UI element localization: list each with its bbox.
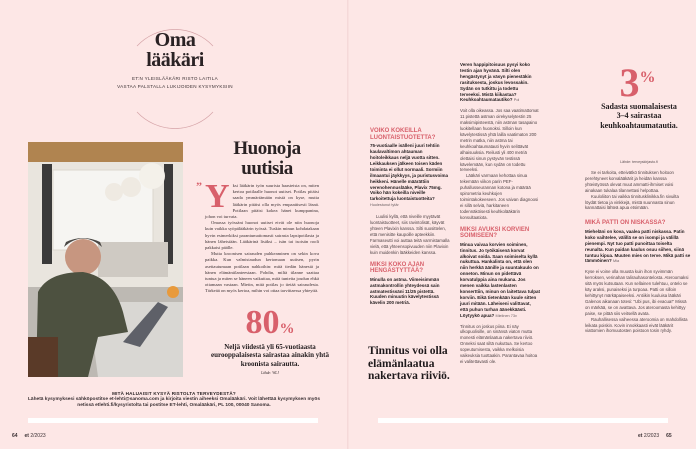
article-body [205,178,319,295]
column-b [460,62,540,365]
subtitle-line: VASTAA PALSTALLA LUKIJOIDEN KYSYMYKSIIN [117,83,233,89]
article-paragraph: ksi lääkärin työn suurista haasteista on, miten kertoa potilaalle huonot uutiset. Potilas pitäisi saada ymmärtämään mistä on kyse, mutta lääkärin pitäisi olla myös empaattisesti läsnä. Potilaan pitäisi kokea hänet kumppanina, johon voi turvata. [205,183,319,220]
question-text: Mieheläni on kova, vaalea patti niskassa. Patin koko vaihtelee, välillä se on isompi ja välillä pienempi. Nyt tuo patti punoittaa toiselta reunalta. Kun paidan kaulus osuu siihen, siinä tuntuu kipua. Muuten mies on terve. Mikä patti se tämmöinen? [585,228,691,264]
magazine-name: et [24,433,29,439]
question-heading: MIKSI KOKO AJAN HENGÄSTYTTÄÄ? [370,261,425,275]
signature: Mia [613,259,620,264]
section-title-line: Oma [154,29,196,51]
signature: Mielinen 73v [495,313,517,318]
reader-question [460,242,540,320]
stat-source: Lähde: terveyskirjasto.fi [620,160,658,164]
question-text: 75-vuotiaalle isälleni juuri tehtiin kaulavaltimon ahtauman hoitoleikkaus neljä vuotta sitten. Leikkauksen jälkeen toisen käden toiminta ei ollut normaali. Sormiin ilmaantui jäykkyys, ja puristusvoima heikkeni. Hänelle määrättiin verenohennuslääke, Plavix 75mg. Voiko hän kokeilla niveille tarkoitettuja luontaistuotteita? [370,143,449,202]
question-text: Minua vaivaa korvien soiminen, tinnitus. Jo työikäisenä korvat alkoivat soida. Saan soimiselta kyllä nukuttua. Hankalinta on, että olen niin herkkä äänille ja suuntakuulo on onneton. Minun on pidettävä korvatulppia aina mukana. Jos menen vaikka lastenlasten konserttiin, minun on laitettava tulpat korviin. Eikä tietenkään kuule sitten juuri mitään. Läheiseni valittavat, että puhun turhan äänekkäästi. Löytyykö apua? [460,241,541,318]
footer-bar [28,418,318,423]
section-title-line: lääkäri [146,49,204,71]
stat-80 [225,306,315,346]
answer-text: Rauhallisessa vaiheessa ateroomia on mahdollista leikata poiskin. Kovin innokkaasti eivät lääkärit viattomien ihomuutosten poistoon tosin ryhdy. [585,316,688,334]
answer-text: Tinnitus on joskus piina. Ei näy ulkopuolisille, on sinänsä viaton mutta monesti elämänlaatua nakertava riiviö. Onneksi saat siltä nukuttua. Se kertoo sopeutumisesta, vaikka melkoisia vaikeuksia tuottaakin. Parantavaa hoitoa ei valitettavasti ole. [460,323,538,364]
column-c [585,170,691,334]
banner-title: MITÄ HALUAISIT KYSYÄ RISTOLTA TERVEYDESTÄ? [112,391,236,396]
section-subtitle [95,75,255,90]
banner-text[interactable]: Lähetä kysymyksesi sähköpostitse et-lehti@sanoma.com ja kirjoita viestin aiheeksi Omalääkäri. Voit lähettää kysymyksen myös netissä etlehti.fi/kysyristolta tai postitse ET-lehti, Omalääkäri, PL 100, 00040 Sanoma. [28,397,321,409]
stat-unit: % [279,321,295,337]
answer-text: Se ei tarkoita, etteivätkö tinnituksen hoitoon perehtyneet korvalääkärit ja heidän kanssa yhteistyössä olevat muut ammatti-ihmiset voisi ainakaan tukalaa tilannettasi helpottaa. [585,170,674,193]
folio-left [12,433,46,439]
stat-value: 3 [619,60,640,105]
stat-3 [585,56,690,105]
question-text: Minulla on astma. Viimeisimmän astmakontrollin yhteydessä sain astmatestissäni 11/25 pistettä. Kuuden minuutin kävelytestissä kävelin 200 metriä. [370,276,440,306]
stat-text: Sadasta suomalaisesta 3–4 sairastaa keuhkoahtaumatautia. [600,102,678,130]
drop-cap: Y [205,178,230,215]
question-heading: MIKSI AVUKSI KORVIEN SOIMISEEN? [460,226,530,240]
page-gutter [347,0,349,449]
answer-text: Voit olla oikeassa. Jos saa vaatimattomat 11 pistettä astman oirekyselytestin 25 maksimipisteestä, niin astman tasapaino luokitellaan huonoksi. Silloin kun kävelytestissä yhtä lailla vaatimaton 200 metrin matka, niin astma tai keuhkoahtaumatauti hyvin selittävät alhaisuuksia. Reilusti yli 400 metriä olettaisi sinun pystyvän testissä kävelemään, kun sydän on todettu terveeksi. [460,108,539,173]
stat-unit: % [639,69,656,86]
section-title [115,30,235,70]
subtitle-line: ET:N YLEISLÄÄKÄRI RISTO LAITILA [132,76,218,81]
column-a [370,128,450,306]
signature: Pol [513,98,520,103]
magazine-name: et [638,433,643,439]
issue-number: 2/2023 [30,433,46,439]
issue-number: 2/2023 [643,433,660,439]
article-paragraph: Mutta kroonisen sairauden puhkeaminen on sekin kova paikka. Kun valmistaudun kertomaan uutisen, pyrin asettautumaan potilaan nahkoihin: mitä tiedän hänestä ja hänen elämäntilanteestaan. Pohdin, miltä tilanne saattaa tuntua ja miten se häneen vaikuttaa, mitä tunteita joudun ehkä ottamaan vastaan. Mietin, mitä potilas jo tietää sairaudesta. Tärkeää on myös kertoa, mihin voi ottaa tarvittaessa yhteyttä. [205,251,319,294]
signature: Huolestunut tytär [370,203,399,208]
answer-text: Kuuloliiton tai vaikka tinnitusklinikka.fin sivuilta löydät tietoa ja vinkkejä, mistä suunnasta sinun kannattaisi lähteä apua etsimään. [585,193,679,211]
pull-quote: Tinnitus voi olla elämänlaatua nakertava riiviö. [368,345,450,382]
reader-question [585,229,691,265]
photo-illustration [28,142,183,377]
answer-text: Luulisi kyllä, että niveille myytävät luontaistuotteet, siis ravintolisät, käyvät yhteen Plavixin kanssa. Silti suosittelen, että menisitte kaupoille apteekkiin. Farmaseutti voi auttaa teitä varmistamalla vielä, että yhteensopivuuden niin Plavixin kuin muidenkin lääkkeiden kanssa. [370,214,450,255]
reader-question [460,62,540,104]
folio-right [638,433,672,439]
footer-bar [378,418,668,423]
article-title-line: Huonoja [233,138,301,159]
doctor-photo [28,142,183,377]
article-title-line: uutisia [241,158,293,179]
question-heading: MIKÄ PATTI ON NISKASSA? [585,220,666,227]
page-number: 65 [666,433,672,439]
article-title [212,139,322,179]
question-text: Veren happipitoisuus pysyi koko testin ajan hyvänä. Silti olen hengästynyt ja väsyn pienestäkin rasituksesta, joskus levossakin. Sydän on tutkittu ja todettu terveeksi. Mistä kiikastaa? Keuhkoahtaumatautiko? [460,62,532,103]
question-heading: VOIKO KOKEILLA LUONTAISTUOTETTA? [370,128,436,141]
article-paragraph: Omassa työssäni huonot uutiset eivät ole niin huonoja kuin vaikka syöpälääkärin työssä. Tuskin minun kohdatakaan hyvin esimerkiksi parantumattomasti sairasta lapsipotilasta ja hänen läheisiään. Lääkärinä lisäksi – isän tai isoisän rooli pakkaisi päälle. [205,220,319,251]
reader-question [370,143,450,209]
quote-mark-icon: ” [196,179,202,193]
answer-text: Lääkäri varmaan kehottaa sinua tekemään viikon parin PEF-puhallusseurannan kotona ja määrää spirometria keuhkojen toimintakokeeseen. Jos vaivan diagnoosi ei sillä selviä, harkitaneen todennäköisesti keuhkolääkärin konsultaatiota. [460,173,539,220]
stat-text: Neljä viidestä yli 65-vuotiaasta eurooppalaisesta sairastaa ainakin yhtä kroonista sairautta. [211,343,329,368]
answer-text: Kyse ei voine olla muusta kuin ihon syvimmän kerroksen, verinahan talirauhasontelosta. Ateroomaksi sitä myös kutsutaan. Kun sellainen tulehtuu, ontelo se käy araksi, punaiseksi ja turpoaa. Patti on silloin kehittynyt märkäpaiseeksi. Antiikin kuuluisa lääkäri Galenos aikanaan totesi: "Ubi pus, ibi evacua!" Missä on märkää, se on avattava. Jos ateroomasta kehittyy paise, se pitää siis veitsellä avata. [585,269,689,316]
circle-arc-bottom [137,112,213,129]
page-number: 64 [12,433,18,439]
stat-source: Lähde: WLJ [261,371,279,375]
stat-value: 80 [245,304,280,341]
contact-banner [28,391,320,409]
